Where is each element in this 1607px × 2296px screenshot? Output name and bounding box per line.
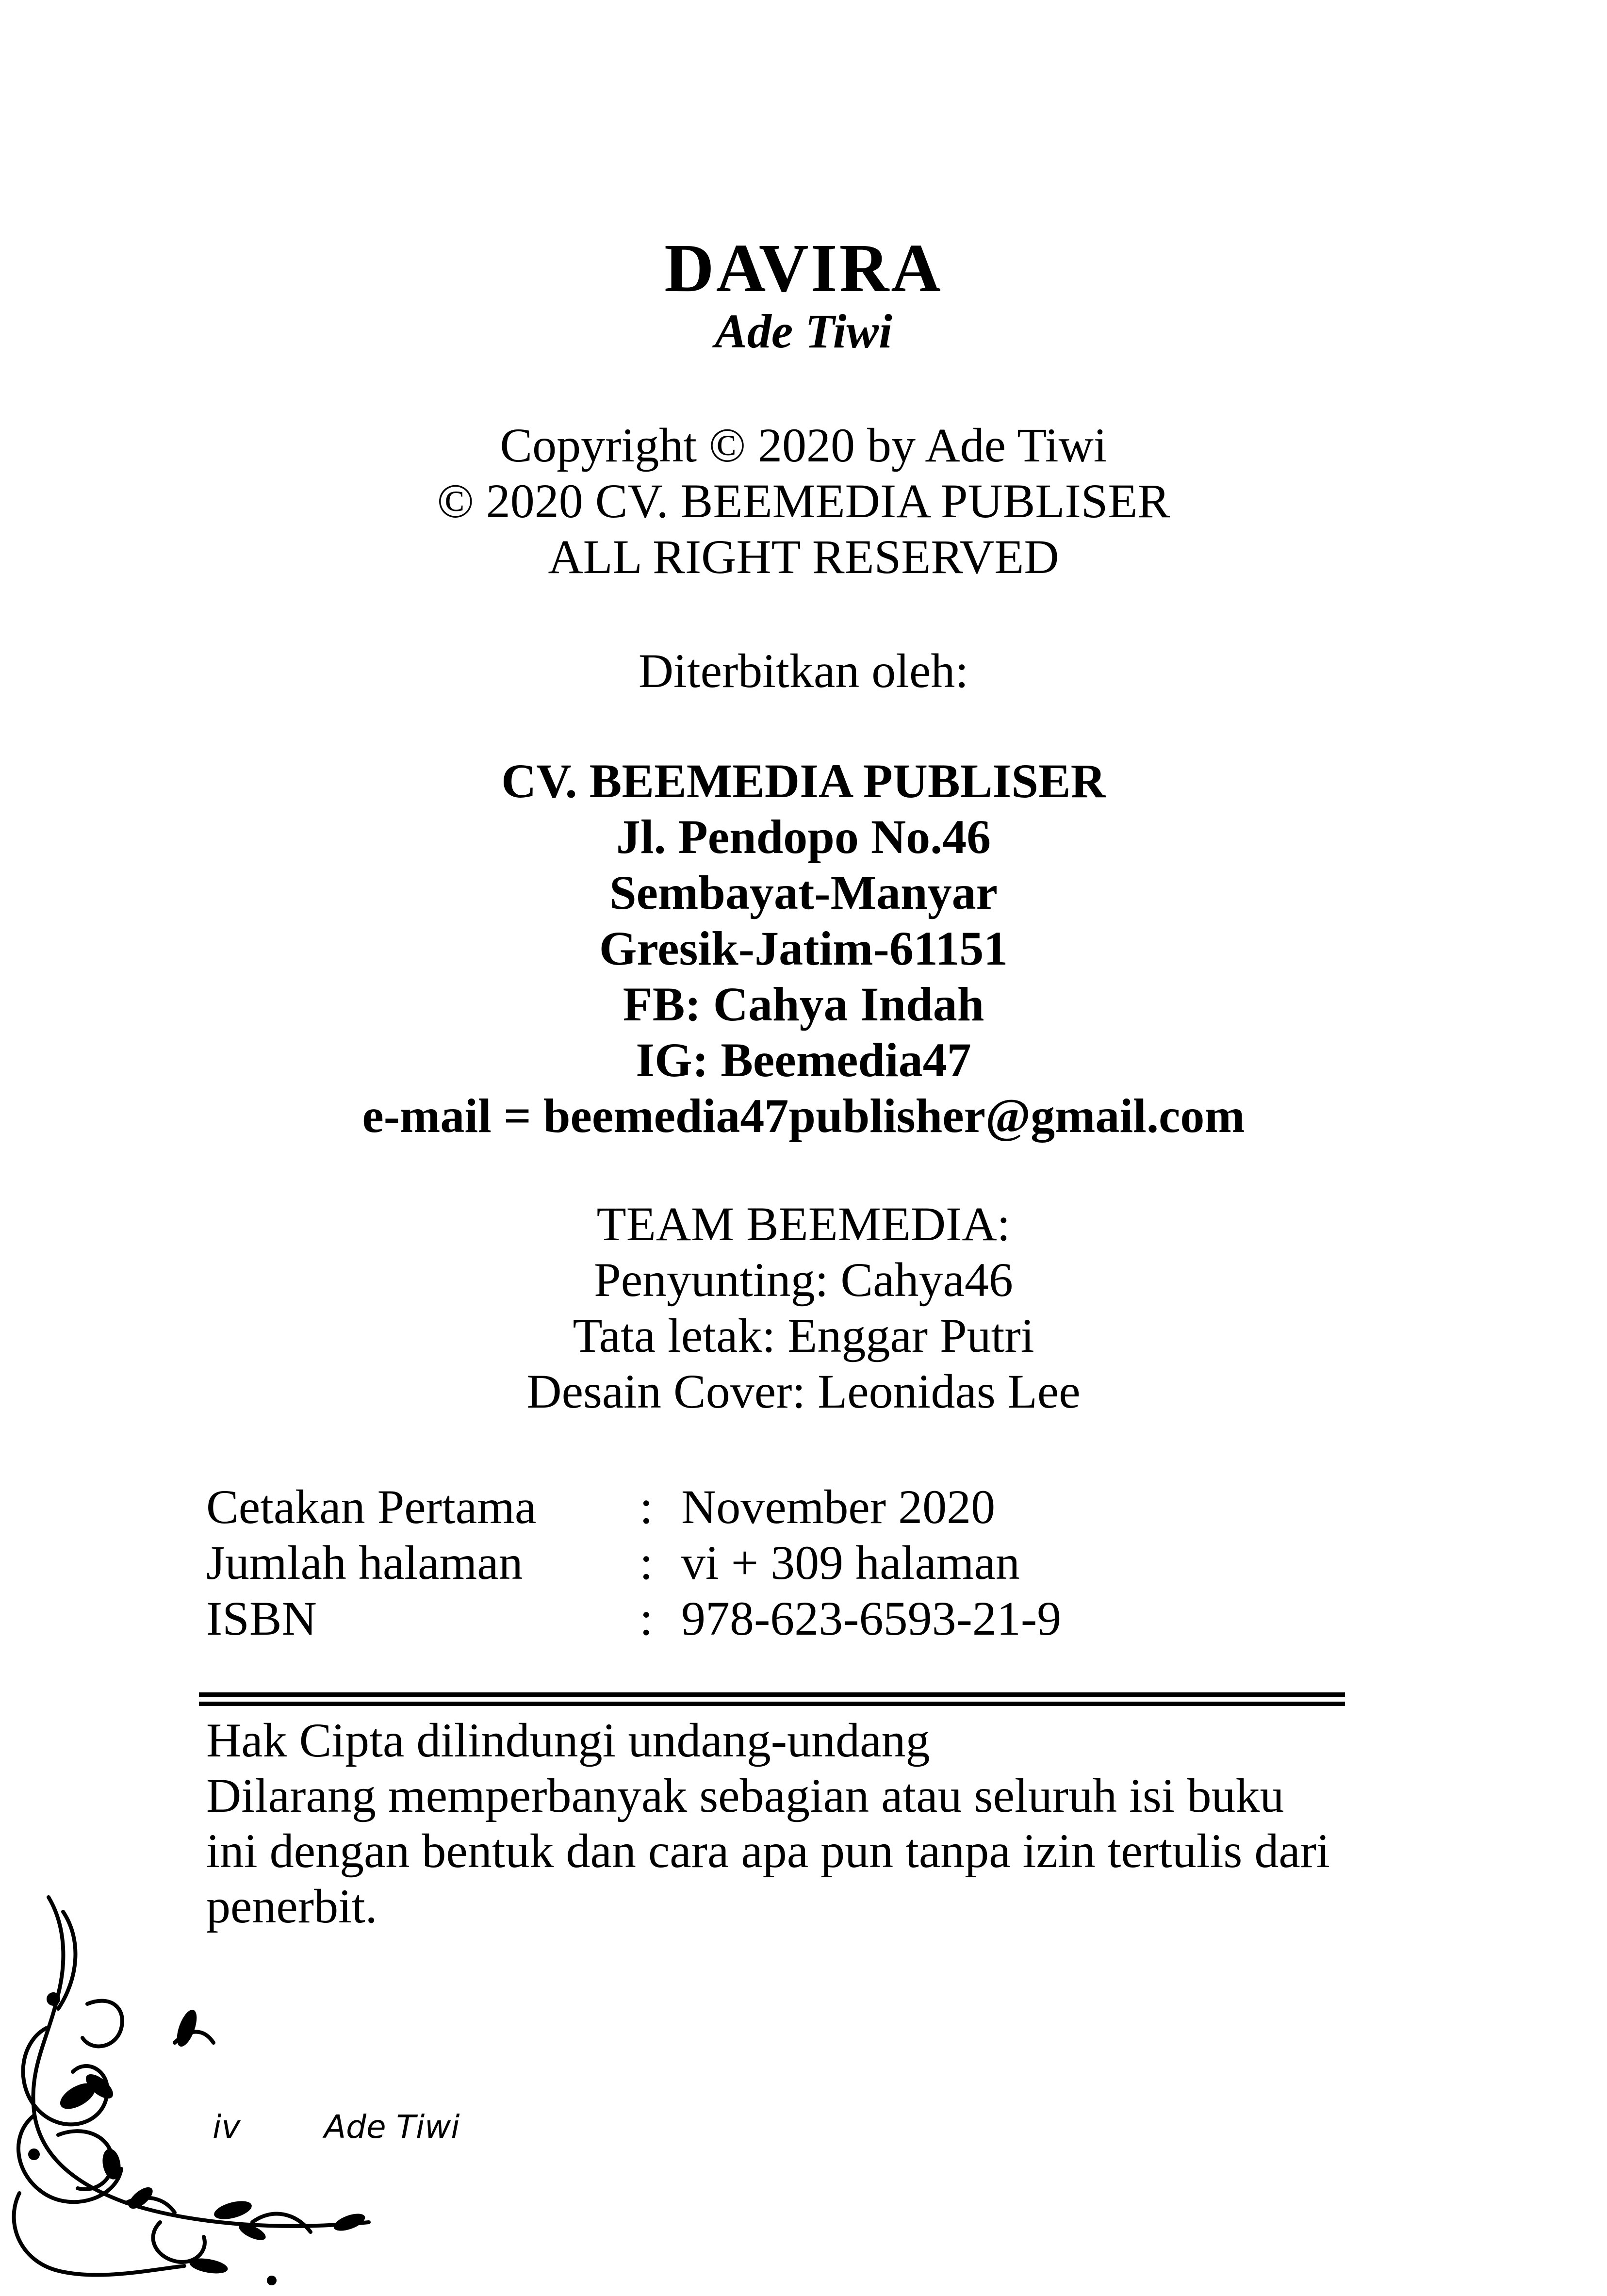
copyright-line: Copyright © 2020 by Ade Tiwi: [500, 418, 1107, 472]
running-head: Ade Tiwi: [324, 2108, 460, 2146]
print-info-separator: :: [640, 1591, 653, 1645]
team-line: TEAM BEEMEDIA:: [596, 1197, 1011, 1251]
team-line: Penyunting: Cahya46: [594, 1253, 1013, 1307]
book-author: Ade Tiwi: [715, 304, 892, 358]
publisher-line: CV. BEEMEDIA PUBLISER: [501, 754, 1106, 808]
team-line: Tata letak: Enggar Putri: [573, 1309, 1034, 1362]
print-info-value: vi + 309 halaman: [681, 1536, 1020, 1590]
print-info-separator: :: [640, 1536, 653, 1590]
publisher-email: e-mail = beemedia47publisher@gmail.com: [362, 1089, 1245, 1143]
copyright-line: © 2020 CV. BEEMEDIA PUBLISER: [437, 474, 1170, 528]
notice-line: penerbit.: [206, 1879, 377, 1933]
print-info-value: November 2020: [681, 1480, 996, 1534]
book-title: DAVIRA: [664, 230, 943, 306]
print-info-label: ISBN: [206, 1591, 317, 1645]
publisher-line: Gresik-Jatim-61151: [599, 921, 1008, 975]
team-line: Desain Cover: Leonidas Lee: [526, 1364, 1081, 1418]
notice-line: Hak Cipta dilindungi undang-undang: [206, 1713, 930, 1767]
print-info-separator: :: [640, 1480, 653, 1534]
publisher-line: Sembayat-Manyar: [609, 866, 998, 919]
print-info-value: 978-623-6593-21-9: [681, 1591, 1062, 1645]
notice-line: ini dengan bentuk dan cara apa pun tanpa izin tertulis dari: [206, 1824, 1330, 1878]
page-number: iv: [213, 2108, 241, 2146]
publisher-line: FB: Cahya Indah: [623, 977, 984, 1031]
divider-rule: [199, 1692, 1345, 1697]
published-by-label: Diterbitkan oleh:: [638, 644, 969, 698]
print-info-label: Cetakan Pertama: [206, 1480, 537, 1534]
divider-rule: [199, 1702, 1345, 1706]
publisher-line: Jl. Pendopo No.46: [616, 810, 991, 864]
publisher-line: IG: Beemedia47: [636, 1033, 971, 1087]
copyright-line: ALL RIGHT RESERVED: [548, 530, 1059, 584]
print-info-label: Jumlah halaman: [206, 1536, 523, 1590]
floral-corner-ornament: [0, 1883, 388, 2296]
notice-line: Dilarang memperbanyak sebagian atau seluruh isi buku: [206, 1769, 1284, 1822]
